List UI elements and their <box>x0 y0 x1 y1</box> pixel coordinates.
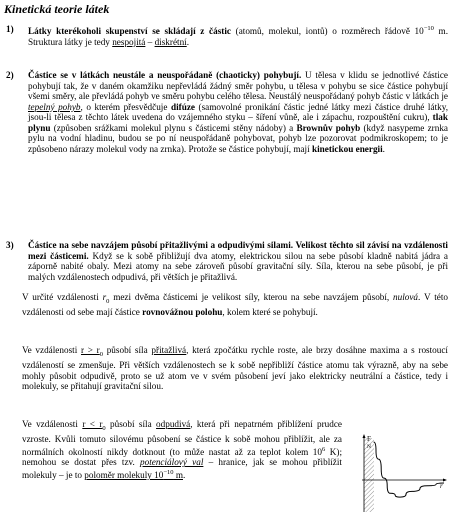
text-run: , o kterém přesvědčuje <box>80 101 171 112</box>
x-axis-arrow <box>443 479 447 482</box>
force-curve <box>374 442 444 497</box>
bold-term: rovnovážnou polohu <box>142 307 223 318</box>
y-axis-arrow <box>363 434 366 438</box>
text-run: Ve vzdálenosti <box>22 419 83 429</box>
y-axis-label: F <box>367 435 371 443</box>
text-run: (způsoben srážkami molekul plynu s částicemi stěny nádoby) a <box>50 122 297 133</box>
text-run: . <box>186 36 190 47</box>
paragraph-repulsive <box>22 419 342 480</box>
text-run: m. Struktura látky je tedy <box>28 26 448 47</box>
text-run: , která zpočátku rychle roste, ale brzy dosáhne maxima a s rostoucí vzdáleností se zmenšuje. Při větších vzdálenostech se k sobě nepřibliží částice atomu tak výrazně, aby na sebe mohly působit odpudivě, proto se už atom ve v svém působení jeví jako elektricky neutrální a částice, tedy i molekuly, se přitahují gravitační silou. <box>22 345 448 392</box>
text-run: mezi dvěma částicemi je velikost síly, kterou na sebe navzájem působí, <box>109 292 394 302</box>
symbol: r <box>102 292 107 302</box>
text-run: . <box>183 469 186 480</box>
section-2-text <box>28 70 448 154</box>
text-run: K); nemohou se dostat přes tzv. <box>22 446 342 468</box>
section-number: 1) <box>6 24 14 34</box>
underlined-term: r > r <box>80 345 100 355</box>
subscript: 0 <box>102 424 106 432</box>
x-axis-label: r <box>440 482 443 490</box>
text-run: V určité vzdálenosti <box>22 292 103 302</box>
underlined-term: r < r <box>82 419 103 429</box>
text-run: (samovolné pronikání částic jedné látky mezi částice druhé látky, jsou-li tělesa z těchto látek uvedena do vzájemného styku – šíření vůně, ale i zápachu, rozpouštění cukru), <box>28 101 449 122</box>
underlined-term: nespojitá <box>112 36 146 47</box>
exponent: 6 <box>322 445 326 453</box>
bold-term: tlak plynu <box>28 112 448 133</box>
underlined-term: tepelný pohyb <box>28 101 81 112</box>
text-run: Ve vzdálenosti <box>22 345 81 355</box>
text-run: , která při nepatrném přiblížení prudce vzroste. Kvůli tomuto silovému působení se částice k sobě mohou přiblížit, ale za normálních okolností nikdy dotknout (to může nastat až za teplot kolem 10 <box>22 419 342 457</box>
italic-term: nulová <box>393 292 419 302</box>
exponent: −10 <box>423 25 434 32</box>
section-number: 3) <box>6 240 14 250</box>
text-run: Když se k sobě přibližují dva atomy, elektrickou silou na sebe působí kladně nabitá jádra a záporně nabité obaly. Mezi atomy na sebe zároveň působí gravitační síly. Síla, kterou na sebe působí, je při malých vzdálenostech odpudivá, při větších je přitažlivá. <box>28 250 448 282</box>
section-1-text <box>28 24 448 47</box>
bold-term: kinetickou energii <box>311 143 383 154</box>
page-title: Kinetická teorie látek <box>4 2 110 16</box>
bold-term: difúze <box>171 101 195 112</box>
text-run: působí síla <box>105 419 157 429</box>
text-run: U tělesa v klidu se jednotlivé částice pohybují tak, že v daném okamžiku nepřevládá žádný směr pohybu, u tělesa v pohybu se sice částice pohybují všemi směry, ale převládá pohyb ve směru pohybu celého tělesa. Neustálý neuspořádaný pohyb částic v látkách je <box>28 70 448 101</box>
bold-term: Brownův pohyb <box>296 122 361 133</box>
text-run: – <box>145 36 155 47</box>
section-3-text <box>28 240 448 282</box>
section-number: 2) <box>6 70 14 80</box>
underlined-term: přitažlivá <box>151 345 187 355</box>
section-1 <box>6 24 448 58</box>
underlined-term: m <box>173 469 183 480</box>
y-axis-unit: N <box>367 444 371 450</box>
text-run: (když nasypeme zrnka pylu na vodní hladinu, budou se po ní neuspořádaně pohybovat, pohyb lze pozorovat podmikroskopem; to je způsobeno nárazy molekul vody na zrnka). Protože se částice pohybují, mají <box>28 122 448 154</box>
subscript: 0 <box>99 350 103 358</box>
subscript: 0 <box>106 297 110 305</box>
underlined-term: poloměr molekuly 10 <box>84 469 164 480</box>
section-3-lead: Částice na sebe navzájem působí přitažlivými a odpudivými silami. Velikost těchto sil závisí na vzdálenosti mezi částicemi. <box>28 240 448 261</box>
exponent: −10 <box>163 468 174 476</box>
underlined-term: potenciálový val <box>140 457 204 468</box>
underlined-term: odpudivá <box>156 419 191 429</box>
force-distance-chart <box>352 432 448 514</box>
text-run: – hranice, jak se mohou přiblížit molekuly – je to <box>22 457 342 480</box>
text-run: . V této vzdálenosti od sebe mají částice <box>22 292 448 318</box>
paragraph-attractive <box>22 345 448 392</box>
text-run: působí síla <box>102 345 152 355</box>
section-2 <box>6 70 448 234</box>
text-run: , kolem které se pohybují. <box>222 307 318 318</box>
text-run: . <box>382 143 385 154</box>
section-1-lead: Látky kterékoholi skupenství se skládají z částic <box>28 26 231 37</box>
underlined-term: diskrétní <box>154 36 187 47</box>
paragraph-equilibrium <box>22 292 448 318</box>
force-chart-svg <box>352 432 448 514</box>
section-2-lead: Částice se v látkách neustále a neuspořádaně (chaoticky) pohybují. <box>28 70 302 80</box>
text-run: (atomů, molekul, iontů) o rozměrech řádově 10 <box>230 26 424 37</box>
